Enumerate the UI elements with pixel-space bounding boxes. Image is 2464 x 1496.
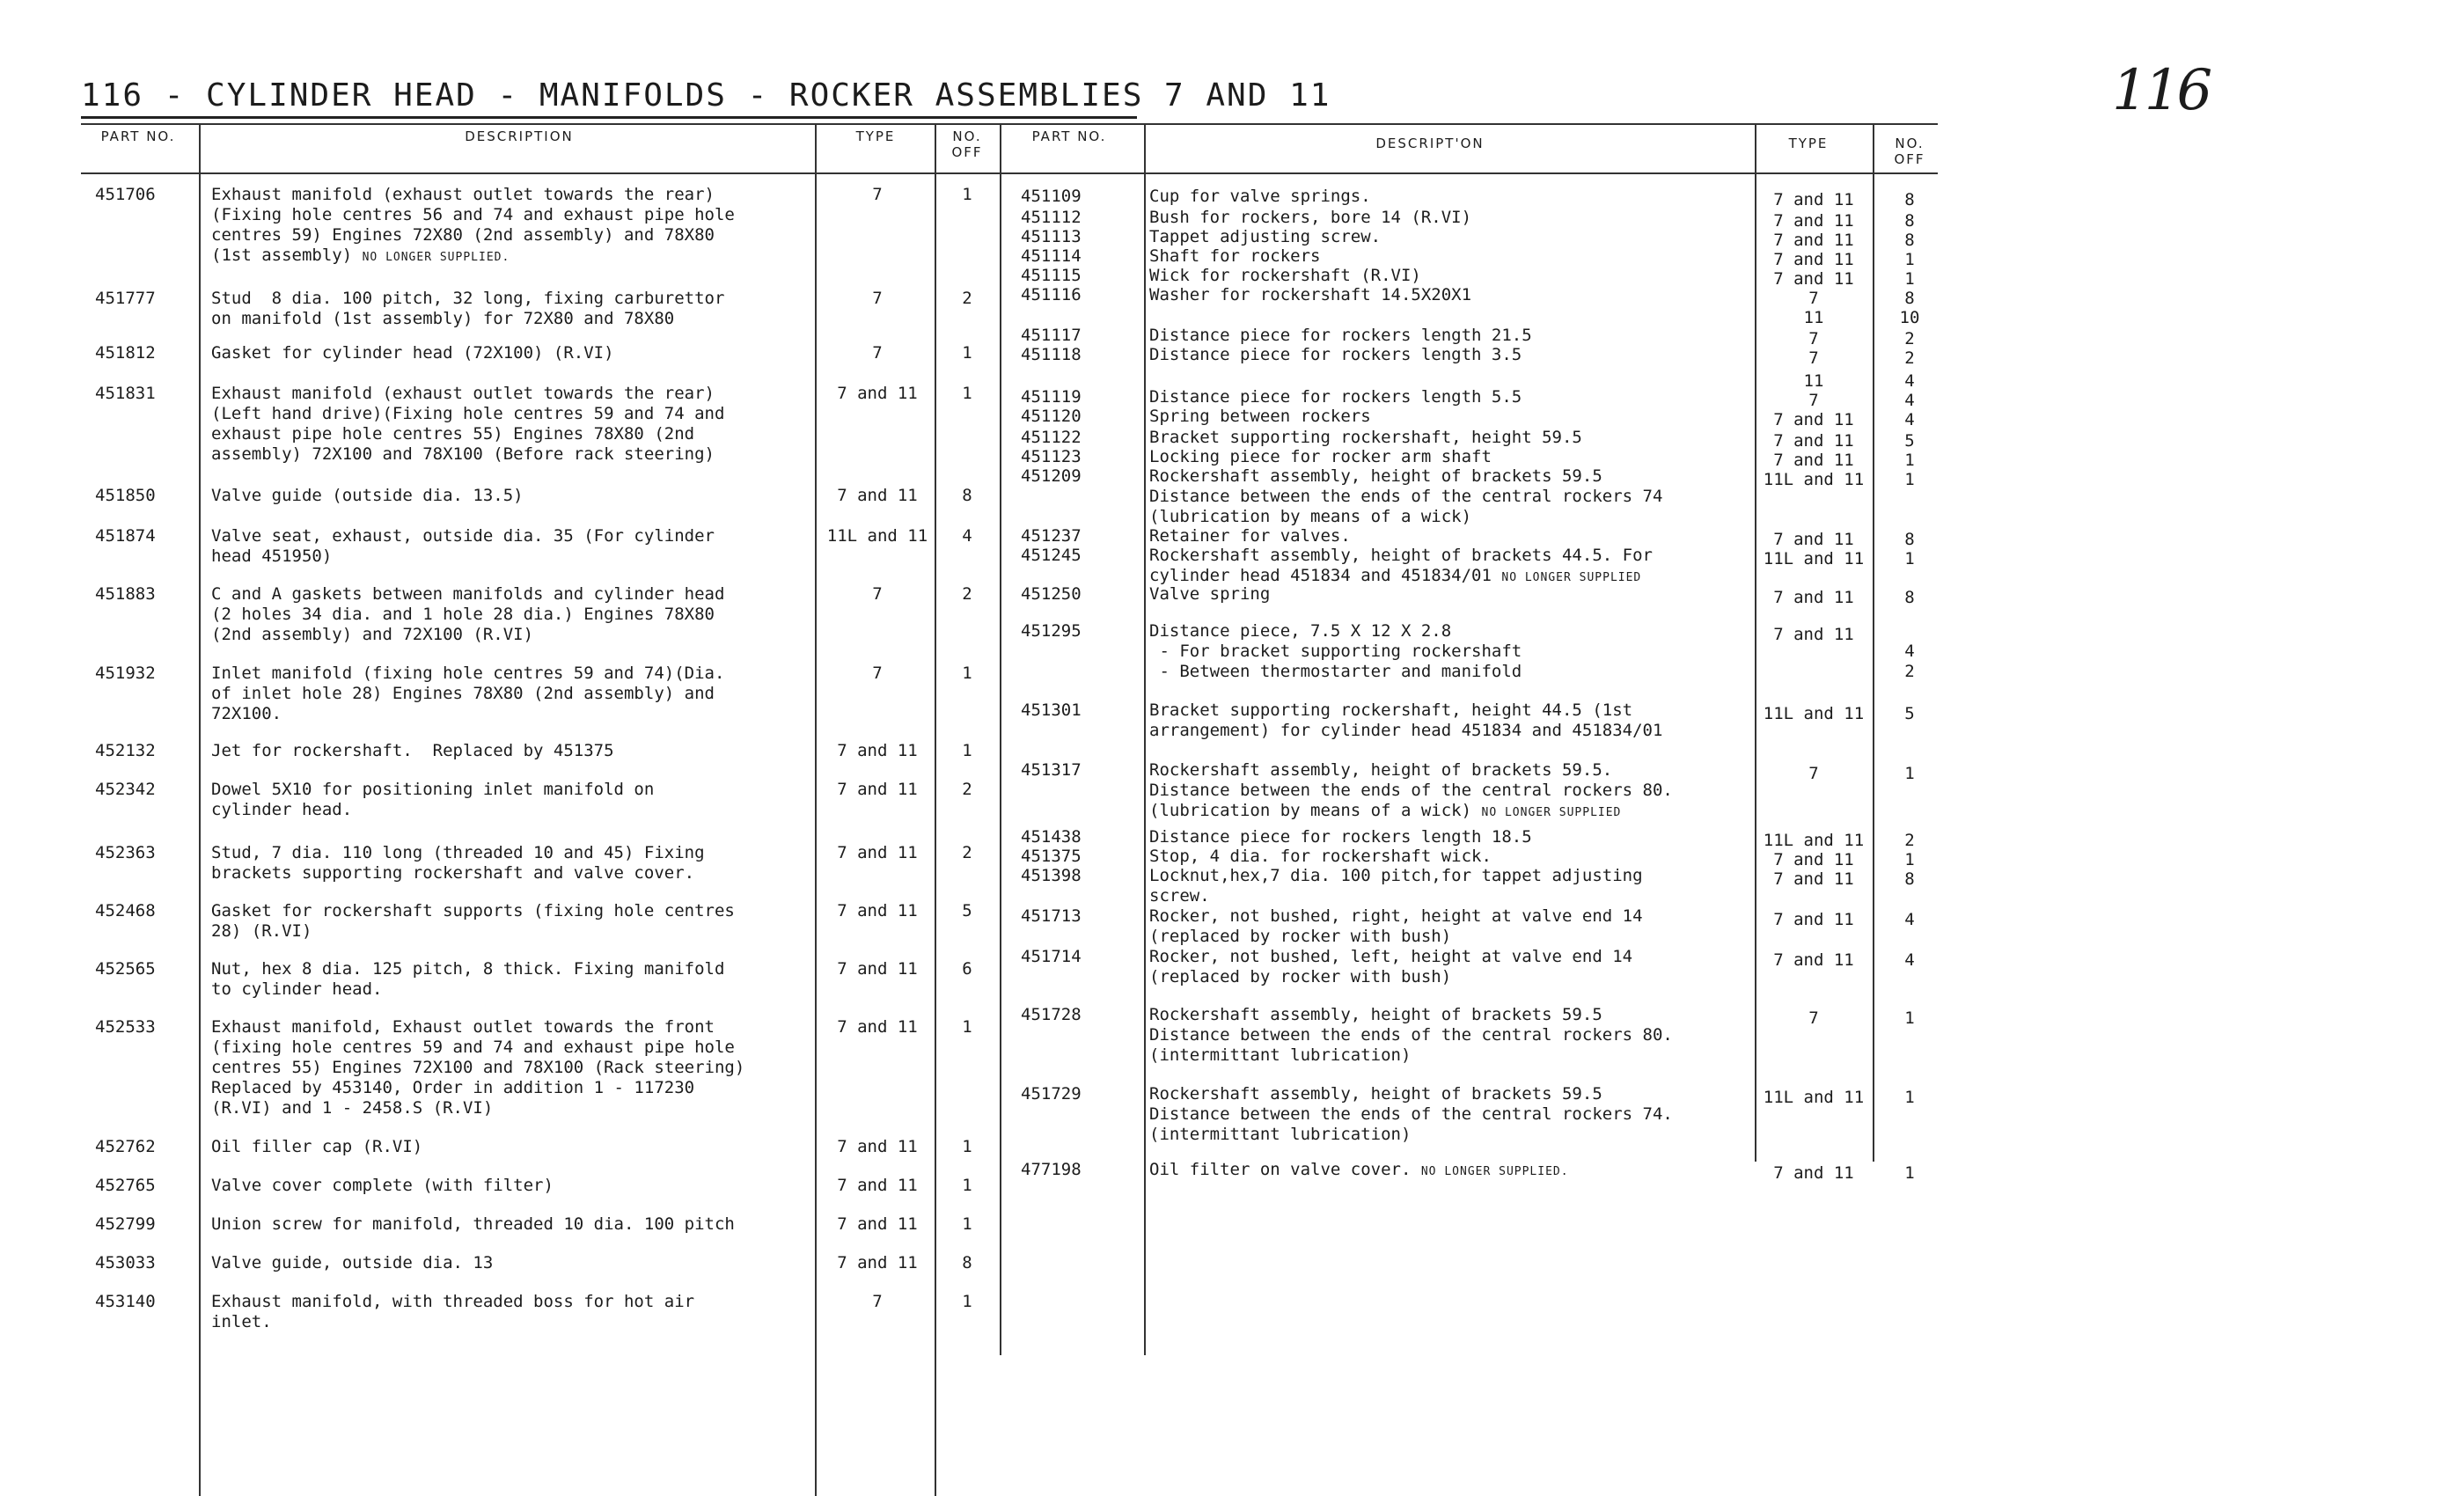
description-line: Valve guide, outside dia. 13: [211, 1253, 494, 1272]
type-value: 7 and 11: [837, 741, 918, 760]
column-rule-3: [1000, 123, 1001, 1355]
type-value: 11L and 11: [1763, 549, 1865, 568]
type-value: 7 and 11: [1773, 1163, 1854, 1183]
description-line: Inlet manifold (fixing hole centres 59 and 74)(Dia.: [211, 664, 725, 683]
type-value: 7: [1808, 1008, 1819, 1028]
part-number: 477198: [1021, 1160, 1082, 1179]
description-line: Union screw for manifold, threaded 10 dia. 100 pitch: [211, 1214, 735, 1234]
type-value: 7 and 11: [1773, 869, 1854, 889]
type-value: 7 and 11: [837, 486, 918, 505]
note-prefix: (1st assembly): [211, 246, 363, 265]
part-number: 451115: [1021, 266, 1082, 285]
type-value: 11: [1803, 371, 1824, 391]
no-off-value: 2: [962, 780, 972, 799]
type-value: 7: [872, 1292, 883, 1311]
no-off-value: 8: [1904, 289, 1915, 308]
no-off-value: 2: [1904, 348, 1915, 368]
description-line: Distance piece for rockers length 21.5: [1149, 326, 1532, 345]
header-description-right: DESCRIPT'ON: [1375, 136, 1485, 151]
description-line: Exhaust manifold (exhaust outlet towards the rear): [211, 185, 715, 204]
header-part-no: PART NO.: [100, 128, 176, 144]
type-value: 7 and 11: [1773, 910, 1854, 929]
type-value: 7: [872, 289, 883, 308]
description-line: head 451950): [211, 546, 333, 566]
no-off-value: 1: [962, 664, 972, 683]
part-number: 451237: [1021, 526, 1082, 546]
part-number: 452363: [95, 843, 156, 862]
header-no-off-right-line1: NO.: [1895, 136, 1925, 151]
description-line: Bracket supporting rockershaft, height 59.5: [1149, 428, 1582, 447]
type-value: 7: [1808, 391, 1819, 410]
description-line: assembly) 72X100 and 78X100 (Before rack steering): [211, 444, 715, 464]
column-rule-2: [935, 123, 936, 1496]
no-off-value: 2: [1904, 662, 1915, 681]
part-number: 451109: [1021, 187, 1082, 206]
description-line: Rocker, not bushed, left, height at valve end 14: [1149, 947, 1633, 966]
part-number: 452132: [95, 741, 156, 760]
description-line: Stud 8 dia. 100 pitch, 32 long, fixing carburettor: [211, 289, 725, 308]
no-off-value: 8: [962, 1253, 972, 1272]
header-description: DESCRIPTION: [465, 128, 574, 144]
description-line: Rockershaft assembly, height of brackets 59.5: [1149, 466, 1602, 486]
description-line: Wick for rockershaft (R.VI): [1149, 266, 1421, 285]
description-line: inlet.: [211, 1312, 272, 1331]
type-value: 7 and 11: [1773, 431, 1854, 451]
part-number: 451850: [95, 486, 156, 505]
description-line: (Left hand drive)(Fixing hole centres 59 and 74 and: [211, 404, 725, 423]
description-line: Replaced by 453140, Order in addition 1 - 117230: [211, 1078, 695, 1097]
description-line: (Fixing hole centres 56 and 74 and exhaust pipe hole: [211, 205, 735, 224]
part-number: 452765: [95, 1176, 156, 1195]
description-line: Distance between the ends of the central rockers 80.: [1149, 1025, 1673, 1045]
no-off-value: 4: [1904, 410, 1915, 429]
no-off-value: 8: [1904, 231, 1915, 250]
no-off-value: 1: [962, 1176, 972, 1195]
part-number: 451729: [1021, 1084, 1082, 1104]
part-number: 451713: [1021, 906, 1082, 926]
no-off-value: 1: [1904, 250, 1915, 269]
no-off-value: 8: [962, 486, 972, 505]
part-number: 451122: [1021, 428, 1082, 447]
no-longer-supplied-note: NO LONGER SUPPLIED: [1481, 806, 1622, 819]
no-off-value: 1: [962, 343, 972, 363]
part-number: 451831: [95, 384, 156, 403]
part-number: 451317: [1021, 760, 1082, 780]
type-value: 7 and 11: [1773, 850, 1854, 869]
description-note-line: [1149, 801, 1621, 823]
part-number: 451119: [1021, 387, 1082, 407]
description-line: Rockershaft assembly, height of brackets 44.5. For: [1149, 546, 1653, 565]
description-line: Washer for rockershaft 14.5X20X1: [1149, 285, 1472, 304]
type-value: 7 and 11: [1773, 250, 1854, 269]
part-number: 451116: [1021, 285, 1082, 304]
part-number: 451874: [95, 526, 156, 546]
type-value: 7: [1808, 764, 1819, 783]
no-longer-supplied-note: NO LONGER SUPPLIED: [1501, 571, 1642, 584]
description-line: Distance between the ends of the central rockers 74: [1149, 487, 1663, 506]
part-number: 451295: [1021, 621, 1082, 641]
type-value: 11: [1803, 308, 1824, 327]
header-no-off-right-line2: OFF: [1894, 151, 1925, 167]
part-number: 451250: [1021, 584, 1082, 604]
description-line: Valve cover complete (with filter): [211, 1176, 554, 1195]
part-number: 451120: [1021, 407, 1082, 426]
type-value: 7 and 11: [837, 901, 918, 920]
description-line: Distance between the ends of the central rockers 80.: [1149, 781, 1673, 800]
part-number: 451932: [95, 664, 156, 683]
column-rule-1: [815, 123, 817, 1496]
part-number: 452468: [95, 901, 156, 920]
type-value: 7: [872, 185, 883, 204]
no-off-value: 1: [1904, 1008, 1915, 1028]
description-line: centres 55) Engines 72X100 and 78X100 (Rack steering): [211, 1058, 745, 1077]
description-line: Rocker, not bushed, right, height at valve end 14: [1149, 906, 1643, 926]
description-line: (lubrication by means of a wick): [1149, 507, 1472, 526]
type-value: 7 and 11: [1773, 190, 1854, 209]
description-line: - For bracket supporting rockershaft: [1149, 642, 1522, 661]
no-off-value: 2: [962, 584, 972, 604]
part-number: 451209: [1021, 466, 1082, 486]
no-off-value: 4: [962, 526, 972, 546]
part-number: 451245: [1021, 546, 1082, 565]
column-rule-4: [1144, 123, 1146, 1355]
description-line: Bush for rockers, bore 14 (R.VI): [1149, 208, 1472, 227]
no-off-value: 1: [1904, 451, 1915, 470]
no-off-value: 4: [1904, 910, 1915, 929]
description-line: Shaft for rockers: [1149, 246, 1321, 266]
type-value: 7 and 11: [1773, 231, 1854, 250]
no-off-value: 1: [962, 185, 972, 204]
no-off-value: 1: [1904, 1088, 1915, 1107]
description-line: (replaced by rocker with bush): [1149, 927, 1452, 946]
description-line: Oil filler cap (R.VI): [211, 1137, 423, 1156]
part-number: 451114: [1021, 246, 1082, 266]
no-off-value: 5: [1904, 431, 1915, 451]
description-line: Spring between rockers: [1149, 407, 1371, 426]
description-line: Valve seat, exhaust, outside dia. 35 (For cylinder: [211, 526, 715, 546]
part-number: 451398: [1021, 866, 1082, 885]
part-number: 451301: [1021, 700, 1082, 720]
header-type: TYPE: [855, 128, 896, 144]
type-value: 7: [872, 343, 883, 363]
type-value: 11L and 11: [1763, 1088, 1865, 1107]
no-off-value: 1: [962, 1214, 972, 1234]
no-off-value: 6: [962, 959, 972, 979]
part-number: 451123: [1021, 447, 1082, 466]
part-number: 452762: [95, 1137, 156, 1156]
description-line: Rockershaft assembly, height of brackets 59.5.: [1149, 760, 1613, 780]
no-off-value: 1: [1904, 470, 1915, 489]
no-longer-supplied-note: NO LONGER SUPPLIED.: [362, 251, 510, 264]
type-value: 7 and 11: [837, 1137, 918, 1156]
description-line: Jet for rockershaft. Replaced by 451375: [211, 741, 614, 760]
description-line: Gasket for cylinder head (72X100) (R.VI): [211, 343, 614, 363]
header-part-no-right: PART NO.: [1031, 128, 1107, 144]
description-line: to cylinder head.: [211, 979, 383, 999]
description-line: Rockershaft assembly, height of brackets 59.5: [1149, 1084, 1602, 1104]
type-value: 7 and 11: [1773, 530, 1854, 549]
type-value: 11L and 11: [1763, 831, 1865, 850]
type-value: 7 and 11: [837, 1176, 918, 1195]
column-rule-0: [199, 123, 201, 1496]
description-line: Retainer for valves.: [1149, 526, 1351, 546]
part-number: 452342: [95, 780, 156, 799]
type-value: 7: [872, 584, 883, 604]
type-value: 7 and 11: [1773, 950, 1854, 970]
description-line: (fixing hole centres 59 and 74 and exhaust pipe hole: [211, 1038, 735, 1057]
description-line: (R.VI) and 1 - 2458.S (R.VI): [211, 1098, 494, 1118]
description-line: Rockershaft assembly, height of brackets 59.5: [1149, 1005, 1602, 1024]
no-off-value: 1: [1904, 549, 1915, 568]
description-line: Exhaust manifold, Exhaust outlet towards the front: [211, 1017, 715, 1037]
no-off-value: 4: [1904, 642, 1915, 661]
type-value: 11L and 11: [826, 526, 928, 546]
description-line: Exhaust manifold, with threaded boss for hot air: [211, 1292, 695, 1311]
description-line: arrangement) for cylinder head 451834 and 451834/01: [1149, 721, 1663, 740]
description-line: cylinder head.: [211, 800, 353, 819]
no-off-value: 5: [1904, 704, 1915, 723]
no-off-value: 1: [962, 1137, 972, 1156]
description-line: brackets supporting rockershaft and valve cover.: [211, 863, 695, 883]
no-off-value: 8: [1904, 530, 1915, 549]
type-value: 11L and 11: [1763, 704, 1865, 723]
part-number: 451438: [1021, 827, 1082, 847]
description-line: Valve spring: [1149, 584, 1271, 604]
part-number: 451777: [95, 289, 156, 308]
description-line: 28) (R.VI): [211, 921, 312, 941]
description-line: Distance piece for rockers length 5.5: [1149, 387, 1522, 407]
description-line: Distance between the ends of the central rockers 74.: [1149, 1104, 1673, 1124]
header-top-rule: [81, 123, 1938, 125]
type-value: 7 and 11: [837, 1017, 918, 1037]
description-line: exhaust pipe hole centres 55) Engines 78X80 (2nd: [211, 424, 695, 444]
no-off-value: 2: [1904, 831, 1915, 850]
type-value: 7 and 11: [1773, 588, 1854, 607]
description-line: C and A gaskets between manifolds and cylinder head: [211, 584, 725, 604]
no-off-value: 5: [962, 901, 972, 920]
description-line: (replaced by rocker with bush): [1149, 967, 1452, 986]
description-line: Cup for valve springs.: [1149, 187, 1371, 206]
description-line: - Between thermostarter and manifold: [1149, 662, 1522, 681]
part-number: 451728: [1021, 1005, 1082, 1024]
description-note-line: [211, 246, 510, 268]
description-line: Gasket for rockershaft supports (fixing hole centres: [211, 901, 735, 920]
no-off-value: 10: [1899, 308, 1920, 327]
part-number: 451714: [1021, 947, 1082, 966]
no-off-value: 1: [1904, 764, 1915, 783]
description-line: Distance piece for rockers length 3.5: [1149, 345, 1522, 364]
no-off-value: 1: [962, 1292, 972, 1311]
page-title: 116 - CYLINDER HEAD - MANIFOLDS - ROCKER ASSEMBLIES 7 AND 11: [81, 77, 1331, 114]
description-line: on manifold (1st assembly) for 72X80 and 78X80: [211, 309, 675, 328]
part-number: 452533: [95, 1017, 156, 1037]
part-number: 451812: [95, 343, 156, 363]
description-line: Bracket supporting rockershaft, height 44.5 (1st: [1149, 700, 1633, 720]
type-value: 7 and 11: [837, 843, 918, 862]
part-number: 452799: [95, 1214, 156, 1234]
no-off-value: 1: [962, 1017, 972, 1037]
no-off-value: 4: [1904, 391, 1915, 410]
header-no-off-line2: OFF: [951, 144, 983, 160]
part-number: 451883: [95, 584, 156, 604]
type-value: 7 and 11: [1773, 451, 1854, 470]
header-bottom-rule: [81, 172, 1938, 174]
header-no-off-right: [1874, 136, 1945, 167]
type-value: 7 and 11: [837, 1214, 918, 1234]
part-number: 452565: [95, 959, 156, 979]
type-value: 7 and 11: [837, 1253, 918, 1272]
type-value: 7 and 11: [1773, 625, 1854, 644]
type-value: 7 and 11: [1773, 410, 1854, 429]
type-value: 7 and 11: [837, 384, 918, 403]
handwritten-page-number: 116: [2112, 58, 2210, 123]
no-off-value: 1: [1904, 1163, 1915, 1183]
description-line: Distance piece for rockers length 18.5: [1149, 827, 1532, 847]
part-number: 451118: [1021, 345, 1082, 364]
description-line: (2nd assembly) and 72X100 (R.VI): [211, 625, 534, 644]
type-value: 7 and 11: [837, 780, 918, 799]
no-off-value: 1: [1904, 269, 1915, 289]
type-value: 7: [1808, 329, 1819, 348]
description-line: (2 holes 34 dia. and 1 hole 28 dia.) Engines 78X80: [211, 605, 715, 624]
type-value: 7: [1808, 289, 1819, 308]
part-number: 451706: [95, 185, 156, 204]
part-number: 451112: [1021, 208, 1082, 227]
part-number: 451117: [1021, 326, 1082, 345]
no-off-value: 1: [962, 384, 972, 403]
title-underline: [81, 116, 1137, 119]
description-line: Stud, 7 dia. 110 long (threaded 10 and 45) Fixing: [211, 843, 705, 862]
part-number: 453033: [95, 1253, 156, 1272]
part-number: 451375: [1021, 847, 1082, 866]
type-value: 7: [872, 664, 883, 683]
description-line: Nut, hex 8 dia. 125 pitch, 8 thick. Fixing manifold: [211, 959, 725, 979]
no-off-value: 8: [1904, 190, 1915, 209]
header-no-off-line1: NO.: [952, 128, 982, 144]
no-off-value: 2: [962, 289, 972, 308]
part-number: 453140: [95, 1292, 156, 1311]
description-line: (intermittant lubrication): [1149, 1125, 1412, 1144]
description-line: Distance piece, 7.5 X 12 X 2.8: [1149, 621, 1452, 641]
type-value: 11L and 11: [1763, 470, 1865, 489]
type-value: 7: [1808, 348, 1819, 368]
note-prefix: (lubrication by means of a wick): [1149, 801, 1482, 820]
no-off-value: 2: [962, 843, 972, 862]
header-type-right: TYPE: [1788, 136, 1829, 151]
no-off-value: 2: [1904, 329, 1915, 348]
no-longer-supplied-note: NO LONGER SUPPLIED.: [1420, 1165, 1569, 1178]
header-no-off: [936, 128, 998, 160]
description-line: 72X100.: [211, 704, 282, 723]
no-off-value: 8: [1904, 211, 1915, 231]
note-prefix: cylinder head 451834 and 451834/01: [1149, 566, 1502, 585]
no-off-value: 1: [1904, 850, 1915, 869]
part-number: 451113: [1021, 227, 1082, 246]
type-value: 7 and 11: [1773, 269, 1854, 289]
description-note-line: [1149, 1160, 1569, 1182]
description-line: of inlet hole 28) Engines 78X80 (2nd assembly) and: [211, 684, 715, 703]
no-off-value: 4: [1904, 950, 1915, 970]
type-value: 7 and 11: [837, 959, 918, 979]
description-line: Exhaust manifold (exhaust outlet towards the rear): [211, 384, 715, 403]
no-off-value: 1: [962, 741, 972, 760]
no-off-value: 4: [1904, 371, 1915, 391]
note-prefix: Oil filter on valve cover.: [1149, 1160, 1421, 1179]
description-line: centres 59) Engines 72X80 (2nd assembly) and 78X80: [211, 225, 715, 245]
description-line: Tappet adjusting screw.: [1149, 227, 1382, 246]
description-line: Stop, 4 dia. for rockershaft wick.: [1149, 847, 1492, 866]
type-value: 7 and 11: [1773, 211, 1854, 231]
description-line: Valve guide (outside dia. 13.5): [211, 486, 524, 505]
no-off-value: 8: [1904, 869, 1915, 889]
description-line: screw.: [1149, 886, 1210, 906]
description-line: (intermittant lubrication): [1149, 1045, 1412, 1065]
description-line: Dowel 5X10 for positioning inlet manifold on: [211, 780, 655, 799]
description-line: Locknut,hex,7 dia. 100 pitch,for tappet adjusting: [1149, 866, 1643, 885]
no-off-value: 8: [1904, 588, 1915, 607]
description-line: Locking piece for rocker arm shaft: [1149, 447, 1492, 466]
